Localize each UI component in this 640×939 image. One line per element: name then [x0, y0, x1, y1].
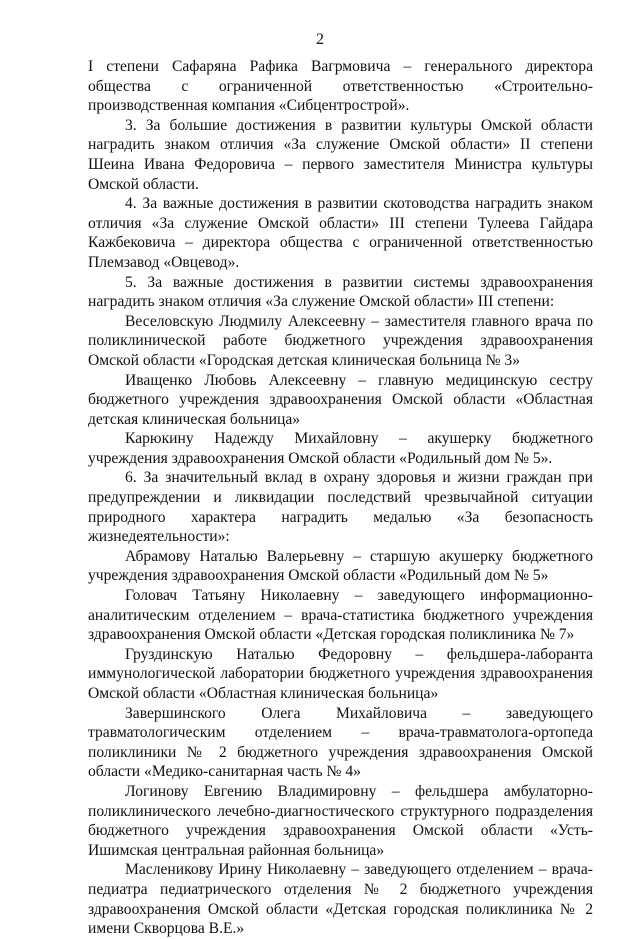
document-body — [88, 57, 593, 939]
awardee-maslenikova: Масленикову Ирину Николаевну – заведующего отделением – врача-педиатра педиатрического отделения № 2 бюджетного учреждения здравоохранения Омской области «Детская городская поликлиника № 2 имени Скворцова В.Е.» — [88, 861, 593, 938]
awardee-ivashchenko: Иващенко Любовь Алексеевну – главную медицинскую сестру бюджетного учреждения здравоохранения Омской области «Областная детская клиническая больница» — [88, 371, 593, 428]
awardee-karyukina: Карюкину Надежду Михайловну – акушерку бюджетного учреждения здравоохранения Омской области «Родильный дом № 5». — [88, 430, 593, 467]
paragraph-item-4: 4. За важные достижения в развитии скотоводства наградить знаком отличия «За служение Омской области» III степени Тулеева Гайдара Кажбековича – директора общества с ограниченной ответственностью Племзавод «Овцевод». — [88, 195, 593, 271]
awardee-golovach: Головач Татьяну Николаевну – заведующего информационно-аналитическим отделением – врача-статистика бюджетного учреждения здравоохранения Омской области «Детская городская поликлиника № 7» — [88, 587, 593, 644]
paragraph-continuation: I степени Сафаряна Рафика Вагрмовича – генерального директора общества с ограниченной ответственностью «Строительно-производственная компания «Сибцентрострой». — [88, 58, 593, 115]
page-number: 2 — [316, 31, 324, 48]
awardee-loginova: Логинову Евгению Владимировну – фельдшера амбулаторно-поликлинического лечебно-диагностического структурного подразделения бюджетного учреждения здравоохранения Омской области «Усть-Ишимская центральная районная больница» — [88, 782, 593, 859]
awardee-abramova: Абрамову Наталью Валерьевну – старшую акушерку бюджетного учреждения здравоохранения Омской области «Родильный дом № 5» — [88, 547, 593, 585]
paragraph-item-3: 3. За большие достижения в развитии культуры Омской области наградить знаком отличия «За служение Омской области» II степени Шеина Ивана Федоровича – первого заместителя Министра культуры Омской области. — [88, 116, 593, 193]
awardee-gruzdinskaya: Груздинскую Наталью Федоровну – фельдшера-лаборанта иммунологической лаборатории бюджетного учреждения здравоохранения Омской области «Областная клиническая больница» — [88, 645, 593, 702]
awardee-veselovskaya: Веселовскую Людмилу Алексеевну – заместителя главного врача по поликлинической работе бюджетного учреждения здравоохранения Омской области «Городская детская клиническая больница № 3» — [88, 312, 593, 369]
paragraph-item-6: 6. За значительный вклад в охрану здоровья и жизни граждан при предупреждении и ликвидации последствий чрезвычайной ситуации природного характера наградить медалью «За безопасность жизнедеятельности»: — [88, 469, 593, 546]
awardee-zavershinsky: Завершинского Олега Михайловича – заведующего травматологическим отделением – врача-травматолога-ортопеда поликлиники № 2 бюджетного учреждения здравоохранения Омской области «Медико-санитарная часть № 4» — [88, 704, 593, 781]
paragraph-item-5: 5. За важные достижения в развитии системы здравоохранения наградить знаком отличия «За служение Омской области» III степени: — [88, 273, 593, 311]
